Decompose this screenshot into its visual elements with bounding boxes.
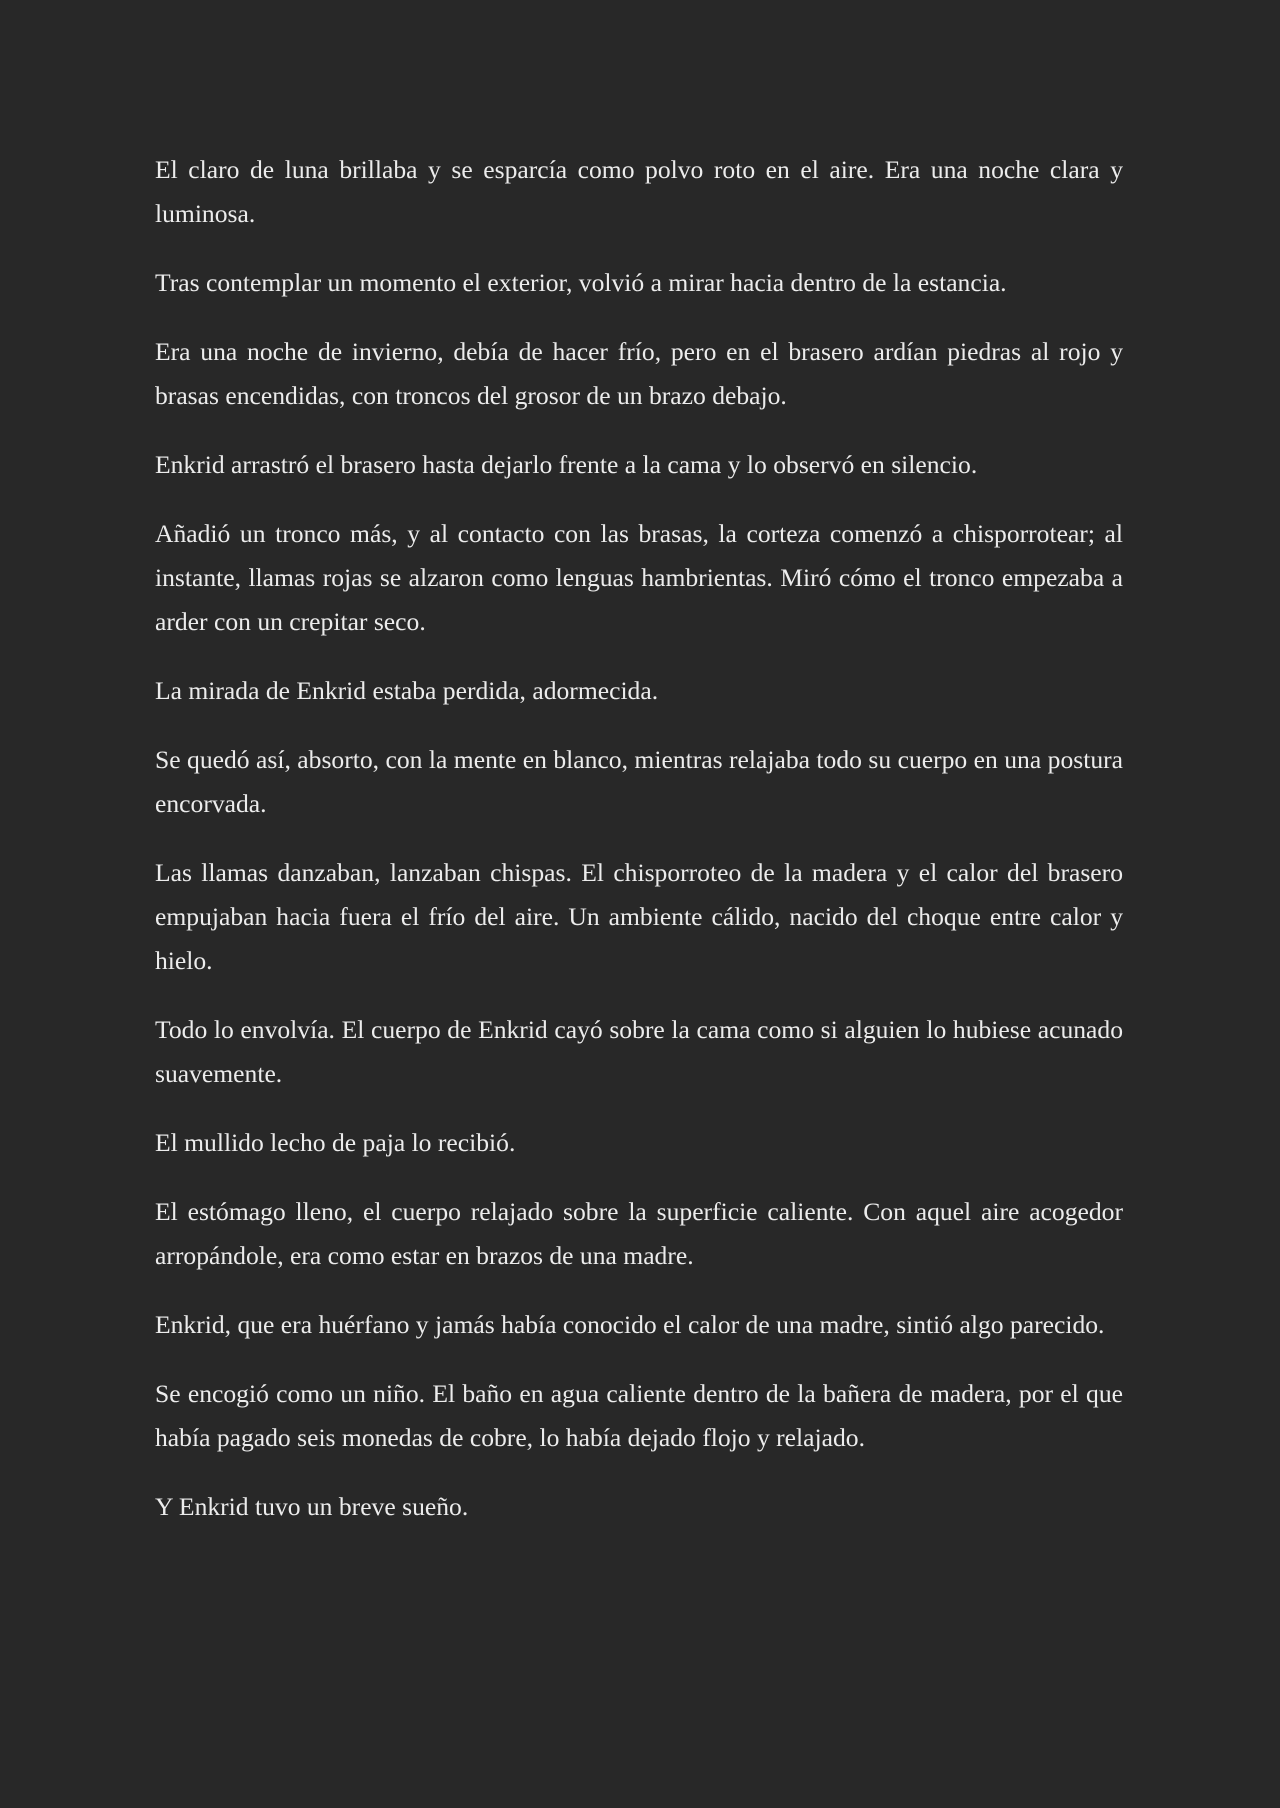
paragraph: Enkrid arrastró el brasero hasta dejarlo frente a la cama y lo observó en silencio. (155, 450, 978, 479)
paragraph: Todo lo envolvía. El cuerpo de Enkrid cayó sobre la cama como si alguien lo hubiese acunado suavemente. (155, 1015, 1123, 1088)
paragraph: Las llamas danzaban, lanzaban chispas. El chisporroteo de la madera y el calor del brasero empujaban hacia fuera el frío del aire. Un ambiente cálido, nacido del choque entre calor y hielo. (155, 858, 1123, 975)
paragraph: El claro de luna brillaba y se esparcía como polvo roto en el aire. Era una noche clara y luminosa. (155, 155, 1123, 228)
chapter-body (155, 148, 1123, 1529)
paragraph: El estómago lleno, el cuerpo relajado sobre la superficie caliente. Con aquel aire acogedor arropándole, era como estar en brazos de una madre. (155, 1197, 1123, 1270)
paragraph: El mullido lecho de paja lo recibió. (155, 1128, 516, 1157)
paragraph: Añadió un tronco más, y al contacto con las brasas, la corteza comenzó a chisporrotear; al instante, llamas rojas se alzaron como lenguas hambrientas. Miró cómo el tronco empezaba a arder con un crepitar seco. (155, 519, 1123, 636)
paragraph: Enkrid, que era huérfano y jamás había conocido el calor de una madre, sintió algo parecido. (155, 1310, 1105, 1339)
paragraph: Era una noche de invierno, debía de hacer frío, pero en el brasero ardían piedras al rojo y brasas encendidas, con troncos del grosor de un brazo debajo. (155, 337, 1123, 410)
paragraph: Se quedó así, absorto, con la mente en blanco, mientras relajaba todo su cuerpo en una postura encorvada. (155, 745, 1123, 818)
paragraph: Y Enkrid tuvo un breve sueño. (155, 1492, 469, 1521)
paragraph: Tras contemplar un momento el exterior, volvió a mirar hacia dentro de la estancia. (155, 268, 1007, 297)
paragraph: La mirada de Enkrid estaba perdida, adormecida. (155, 676, 659, 705)
paragraph: Se encogió como un niño. El baño en agua caliente dentro de la bañera de madera, por el que había pagado seis monedas de cobre, lo había dejado flojo y relajado. (155, 1379, 1123, 1452)
